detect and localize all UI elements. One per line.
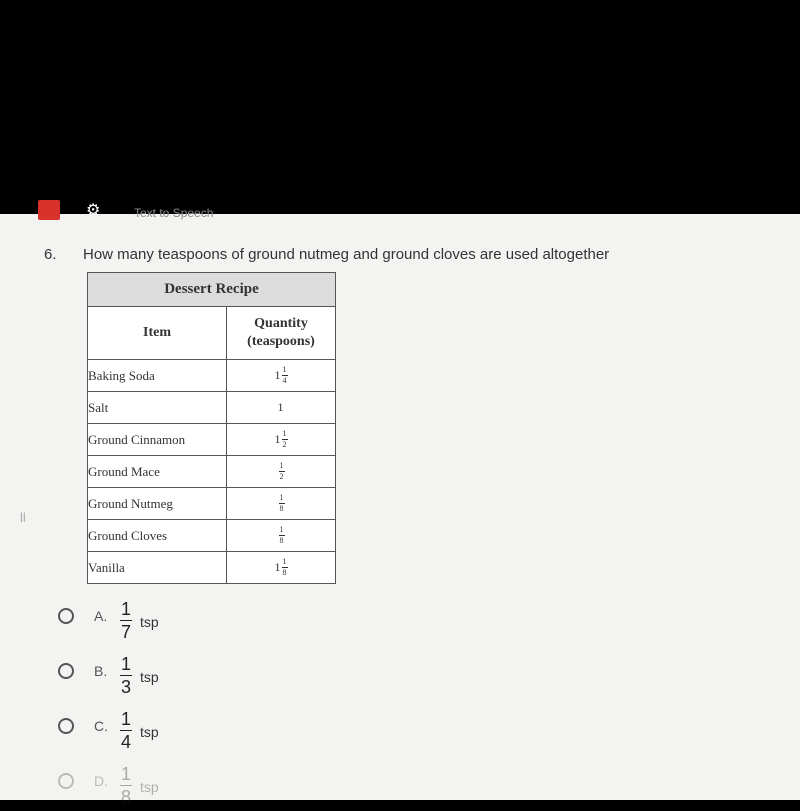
fraction-numerator: 1 [120, 709, 131, 729]
fraction-denominator: 2 [279, 472, 284, 481]
item-name: Ground Cloves [88, 520, 227, 552]
quantity-fraction [279, 494, 285, 513]
quiz-screen [0, 202, 800, 807]
radio-button[interactable] [58, 718, 74, 734]
table-row [88, 520, 336, 552]
table-row [88, 360, 336, 392]
text-to-speech-button[interactable]: Text to Speech [134, 206, 214, 220]
fraction-denominator: 8 [279, 504, 284, 513]
quantity-fraction [282, 366, 288, 385]
fraction-numerator: 1 [279, 461, 284, 470]
table-row [88, 456, 336, 488]
quantity-fraction [279, 462, 285, 481]
table-row [88, 488, 336, 520]
choice-letter: B. [94, 663, 108, 679]
item-name: Salt [88, 392, 227, 424]
flag-button[interactable] [38, 200, 60, 220]
choice-fraction [120, 765, 132, 806]
choice-letter: D. [94, 773, 108, 789]
table-title: Dessert Recipe [88, 273, 336, 307]
choice-unit: tsp [140, 669, 159, 685]
radio-button[interactable] [58, 773, 74, 789]
item-quantity [227, 392, 336, 424]
item-name: Ground Cinnamon [88, 424, 227, 456]
fraction-numerator: 1 [282, 365, 287, 374]
fraction-numerator: 1 [120, 599, 131, 619]
item-name: Baking Soda [88, 360, 227, 392]
fraction-numerator: 1 [279, 525, 284, 534]
item-quantity [227, 424, 336, 456]
quantity-whole: 1 [274, 560, 281, 574]
fraction-numerator: 1 [282, 429, 287, 438]
quantity-fraction [282, 430, 288, 449]
fraction-numerator: 1 [279, 493, 284, 502]
toolbar [0, 202, 800, 224]
table-row [88, 424, 336, 456]
fraction-numerator: 1 [120, 764, 131, 784]
fraction-denominator: 2 [282, 440, 287, 449]
item-quantity [227, 488, 336, 520]
choice-unit: tsp [140, 724, 159, 740]
item-name: Ground Mace [88, 456, 227, 488]
question-text: How many teaspoons of ground nutmeg and ground cloves are used altogether [83, 246, 610, 263]
item-name: Vanilla [88, 552, 227, 584]
recipe-table [87, 272, 336, 584]
item-quantity [227, 456, 336, 488]
quantity-fraction [282, 558, 288, 577]
gear-icon[interactable]: ⚙ [86, 202, 101, 219]
choice-fraction [120, 655, 132, 696]
fraction-denominator: 4 [120, 732, 131, 752]
choice-letter: A. [94, 608, 108, 624]
answer-choice-d[interactable] [58, 765, 358, 811]
choice-letter: C. [94, 718, 108, 734]
choice-unit: tsp [140, 614, 159, 630]
radio-button[interactable] [58, 608, 74, 624]
fraction-denominator: 8 [120, 787, 131, 807]
fraction-denominator: 8 [282, 568, 287, 577]
quantity-fraction [279, 526, 285, 545]
answer-choice-c[interactable] [58, 710, 358, 756]
choice-fraction [120, 600, 132, 641]
answer-choice-a[interactable] [58, 600, 358, 646]
column-header-item: Item [88, 307, 227, 360]
fraction-denominator: 8 [279, 536, 284, 545]
fraction-numerator: 1 [120, 654, 131, 674]
fraction-denominator: 7 [120, 622, 131, 642]
pause-icon: ll [20, 510, 26, 525]
column-header-quantity: Quantity (teaspoons) [227, 307, 336, 360]
fraction-denominator: 4 [282, 376, 287, 385]
question-number: 6. [44, 246, 57, 263]
item-quantity [227, 360, 336, 392]
quantity-whole: 1 [274, 432, 281, 446]
fraction-denominator: 3 [120, 677, 131, 697]
item-quantity [227, 520, 336, 552]
choice-fraction [120, 710, 132, 751]
quantity-whole: 1 [277, 400, 284, 415]
answer-choice-b[interactable] [58, 655, 358, 701]
radio-button[interactable] [58, 663, 74, 679]
quantity-whole: 1 [274, 368, 281, 382]
fraction-numerator: 1 [282, 557, 287, 566]
item-quantity [227, 552, 336, 584]
item-name: Ground Nutmeg [88, 488, 227, 520]
choice-unit: tsp [140, 779, 159, 795]
table-row [88, 392, 336, 424]
table-row [88, 552, 336, 584]
